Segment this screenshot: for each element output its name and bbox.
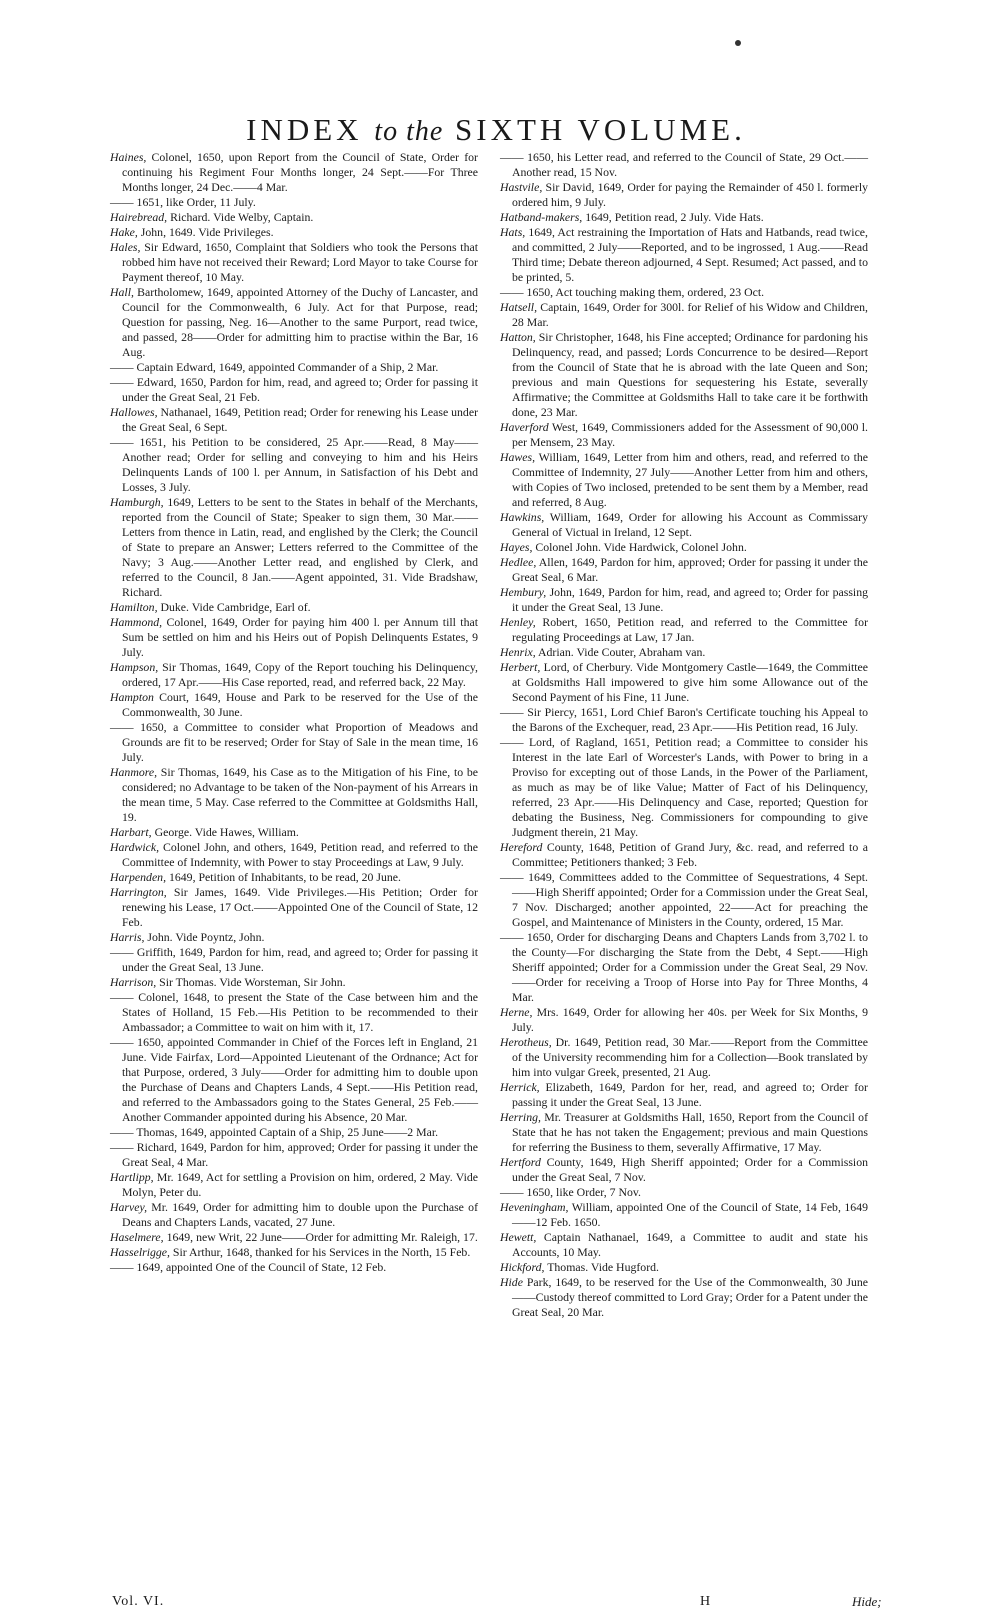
title-to-the: to the [374, 116, 444, 147]
index-entry [500, 615, 868, 645]
index-entry [110, 210, 478, 225]
entry-heading: Hatton, [500, 330, 536, 344]
entry-text: —— Lord, of Ragland, 1651, Petition read; a Committee to consider his Interest in the late Earl of Worcester's Lands, with Power to bring in a Proviso for excepting out of those Lands, in the Power of the Parliament, as much as may be of like Value; Matter of Fact of his Delinquency, referred, 23 Apr.——His Delinquency and Case, reported; Question for debating the Business, Neg. Commissioners for compounding to give Judgment therein, 21 May. [500, 735, 868, 839]
entry-text: George. Vide Hawes, William. [151, 825, 299, 839]
index-entry [110, 825, 478, 840]
entry-text: —— 1650, a Committee to consider what Proportion of Meadows and Grounds are fit to be reserved; Order for Stay of Sale in the mean time, 16 July. [110, 720, 478, 764]
entry-heading: Herne, [500, 1005, 533, 1019]
entry-text: —— 1650, Order for discharging Deans and Chapters Lands from 3,702 l. to the County—For discharging the State from the Debt, 4 Sept.——High Sheriff appointed; Order for a Commission under the Great Seal, 29 Nov.——Order for receiving a Troop of Horse into Pay for Three Months, 4 Mar. [500, 930, 868, 1004]
index-entry [110, 660, 478, 690]
index-entry [110, 975, 478, 990]
entry-text: Captain Nathanael, 1649, a Committee to audit and state his Accounts, 10 May. [512, 1230, 868, 1259]
entry-heading: Hasselrigge, [110, 1245, 170, 1259]
entry-text: 1649, Letters to be sent to the States in behalf of the Merchants, reported from the Council of State; Speaker to sign them, 30 Mar.——Letters from thence in Latin, read, and englished by the Clerk; the Council of State to prepare an Answer; Letters referred to the Committee of the Navy; 3 Aug.——Another Letter read, and englished by Clerk, and referred to the Council, 8 Jan.——Agent appointed, 31. Vide Bradshaw, Richard. [122, 495, 478, 599]
entry-text: Nathanael, 1649, Petition read; Order for renewing his Lease under the Great Seal, 6 Sept. [122, 405, 478, 434]
entry-heading: Hartlipp, [110, 1170, 154, 1184]
index-entry [500, 180, 868, 210]
entry-text: Park, 1649, to be reserved for the Use of the Commonwealth, 30 June——Custody thereof committed to Lord Gray; Order for a Patent under the Great Seal, 20 Mar. [512, 1275, 868, 1319]
index-entry [110, 930, 478, 945]
index-entry [110, 1125, 478, 1140]
index-entry [500, 1260, 868, 1275]
entry-text: Bartholomew, 1649, appointed Attorney of the Duchy of Lancaster, and Council for the Commonwealth, 6 July. Act for that Purpose, read; Question for passing, Neg. 16—Another to the same Purport, read twice, and passed, 28——Order for admitting him to practise within the Bar, 16 Aug. [122, 285, 478, 359]
entry-text: County, 1648, Petition of Grand Jury, &c. read, and referred to a Committee; Petitioners thanked; 3 Feb. [512, 840, 868, 869]
entry-text: Mrs. 1649, Order for allowing her 40s. per Week for Six Months, 9 July. [512, 1005, 868, 1034]
entry-heading: Hammond, [110, 615, 163, 629]
entry-text: Sir James, 1649. Vide Privileges.—His Petition; Order for renewing his Lease, 17 Oct.——Appointed One of the Council of State, 12 Feb. [122, 885, 478, 929]
entry-heading: Hall, [110, 285, 134, 299]
index-entry [500, 1230, 868, 1260]
entry-heading: Herring, [500, 1110, 541, 1124]
index-entry [110, 615, 478, 660]
index-entry [110, 1035, 478, 1125]
entry-text: 1649, Petition of Inhabitants, to be read, 20 June. [166, 870, 401, 884]
entry-text: Sir Arthur, 1648, thanked for his Services in the North, 15 Feb. [169, 1245, 471, 1259]
entry-heading: Hatband-makers, [500, 210, 583, 224]
entry-heading: Hardwick, [110, 840, 160, 854]
index-entry [500, 840, 868, 870]
entry-text: Sir David, 1649, Order for paying the Remainder of 450 l. formerly ordered him, 9 July. [512, 180, 868, 209]
entry-text: —— 1650, Act touching making them, ordered, 23 Oct. [500, 285, 765, 299]
entry-heading: Harbart, [110, 825, 152, 839]
entry-heading: Hats, [500, 225, 526, 239]
index-entry [500, 1155, 868, 1185]
footer-catchword: Hide; [852, 1594, 882, 1609]
entry-heading: Harrington, [110, 885, 167, 899]
entry-heading: Harvey, [110, 1200, 148, 1214]
entry-text: Court, 1649, House and Park to be reserved for the Use of the Commonwealth, 30 June. [122, 690, 478, 719]
index-entry [500, 300, 868, 330]
index-entry [110, 1245, 478, 1260]
entry-heading: Herrick, [500, 1080, 540, 1094]
index-entry [500, 510, 868, 540]
index-entry [500, 1035, 868, 1080]
footer-signature: H [700, 1594, 711, 1609]
entry-heading: Haverford [500, 420, 549, 434]
entry-text: —— Thomas, 1649, appointed Captain of a Ship, 25 June——2 Mar. [110, 1125, 439, 1139]
index-entry [110, 195, 478, 210]
entry-text: Sir Thomas. Vide Worsteman, Sir John. [156, 975, 346, 989]
entry-text: —— 1650, appointed Commander in Chief of the Forces left in England, 21 June. Vide Fairfax, Lord—Appointed Lieutenant of the Ordnance; Act for that Purpose, ordered, 3 July——Order for admitting him to double upon the Purchase of Deans and Chapters Lands, 4 Sept.——His Petition read, and referred to the Ambassadors going to the States General, 25 Feb.——Another Commander appointed during his Absence, 20 Mar. [110, 1035, 478, 1124]
entry-heading: Hatsell, [500, 300, 538, 314]
entry-text: 1649, Act restraining the Importation of Hats and Hatbands, read twice, and committed, 2 July——Reported, and to be ingrossed, 1 Aug.——Read Third time; Debate thereon adjourned, 4 Sept. Resumed; Act passed, and to be printed, 5. [512, 225, 868, 284]
index-entry [500, 420, 868, 450]
entry-text: 1649, new Writ, 22 June——Order for admitting Mr. Raleigh, 17. [163, 1230, 478, 1244]
index-entry [500, 870, 868, 930]
entry-text: Captain, 1649, Order for 300l. for Relief of his Widow and Children, 28 Mar. [512, 300, 868, 329]
entry-heading: Harpenden, [110, 870, 167, 884]
entry-heading: Hamburgh, [110, 495, 164, 509]
entry-text: Robert, 1650, Petition read, and referred to the Committee for regulating Proceedings at Law, 17 Jan. [512, 615, 868, 644]
entry-heading: Hawkins, [500, 510, 545, 524]
index-entry [110, 240, 478, 285]
index-entry [110, 840, 478, 870]
entry-heading: Hewett, [500, 1230, 537, 1244]
index-entry [500, 450, 868, 510]
index-entry [500, 1110, 868, 1155]
entry-heading: Hide [500, 1275, 523, 1289]
entry-text: John. Vide Poyntz, John. [144, 930, 265, 944]
index-entry [110, 1140, 478, 1170]
entry-heading: Henley, [500, 615, 536, 629]
entry-heading: Hampson, [110, 660, 159, 674]
index-entry [500, 330, 868, 420]
index-entry [110, 870, 478, 885]
entry-text: —— Captain Edward, 1649, appointed Commander of a Ship, 2 Mar. [110, 360, 439, 374]
entry-text: Allen, 1649, Pardon for him, approved; Order for passing it under the Great Seal, 6 Mar. [512, 555, 868, 584]
index-entry [110, 225, 478, 240]
entry-text: County, 1649, High Sheriff appointed; Order for a Commission under the Great Seal, 7 Nov. [512, 1155, 868, 1184]
index-entry [110, 360, 478, 375]
footer-volume: Vol. VI. [112, 1594, 165, 1609]
entry-text: Mr. Treasurer at Goldsmiths Hall, 1650, Report from the Council of State that he has not taken the Engagement; previous and main Questions for referring the Business to them, severally Affirmative, 17 May. [512, 1110, 868, 1154]
entry-heading: Hampton [110, 690, 154, 704]
entry-text: John, 1649. Vide Privileges. [137, 225, 274, 239]
index-entry [110, 690, 478, 720]
index-entry [110, 765, 478, 825]
entry-text: Sir Thomas, 1649, his Case as to the Mitigation of his Fine, to be considered; no Advantage to be taken of the Non-payment of his Arrears in the mean time, 5 May. Case referred to the Committee at Goldsmiths Hall, 19. [122, 765, 478, 824]
entry-heading: Haines, [110, 150, 147, 164]
entry-text: —— Griffith, 1649, Pardon for him, read, and agreed to; Order for passing it under the Great Seal, 13 June. [110, 945, 478, 974]
index-entry [500, 150, 868, 180]
entry-heading: Hembury, [500, 585, 547, 599]
index-entry [500, 540, 868, 555]
entry-text: Mr. 1649, Act for settling a Provision on him, ordered, 2 May. Vide Molyn, Peter du. [122, 1170, 478, 1199]
entry-heading: Henrix, [500, 645, 536, 659]
entry-heading: Harrison, [110, 975, 157, 989]
entry-text: —— Sir Piercy, 1651, Lord Chief Baron's Certificate touching his Appeal to the Barons of the Exchequer, read, 23 Apr.——His Petition read, 16 July. [500, 705, 868, 734]
entry-heading: Hedlee, [500, 555, 537, 569]
entry-heading: Hales, [110, 240, 141, 254]
entry-heading: Hake, [110, 225, 138, 239]
index-entry [500, 735, 868, 840]
index-entry [500, 585, 868, 615]
entry-text: Lord, of Cherbury. Vide Montgomery Castle—1649, the Committee at Goldsmiths Hall impowered to give him some Allowance out of the Second Payment of his Fine, 11 June. [512, 660, 868, 704]
index-entry [500, 660, 868, 705]
entry-text: Sir Edward, 1650, Complaint that Soldiers who took the Persons that robbed him have not received their Reward; Lord Mayor to take Course for Payment thereof, 10 May. [122, 240, 478, 284]
index-entry [110, 990, 478, 1035]
index-entry [500, 555, 868, 585]
entry-heading: Hairebread, [110, 210, 168, 224]
entry-heading: Hereford [500, 840, 543, 854]
entry-text: —— Colonel, 1648, to present the State of the Case between him and the States of Holland, 15 Feb.—His Petition to be recommended to their Ambassador; a Committee to wait on him with it, 17. [110, 990, 478, 1034]
entry-heading: Hamilton, [110, 600, 158, 614]
entry-text: Colonel John. Vide Hardwick, Colonel John. [532, 540, 747, 554]
entry-heading: Hawes, [500, 450, 536, 464]
entry-text: —— 1649, Committees added to the Committee of Sequestrations, 4 Sept.——High Sheriff appointed; Order for a Commission under the Great Seal, 7 Nov. Discharged; another appointed, 22——Act for preaching the Gospel, and Maintenance of Ministers in the County, ordered, 15 Mar. [500, 870, 868, 929]
index-entry [110, 945, 478, 975]
entry-heading: Hallowes, [110, 405, 158, 419]
entry-text: —— 1650, like Order, 7 Nov. [500, 1185, 641, 1199]
index-entry [110, 1260, 478, 1275]
index-entry [500, 1185, 868, 1200]
ink-dot [735, 40, 741, 46]
entry-text: Colonel John, and others, 1649, Petition read, and referred to the Committee of Indemnity, with Power to stay Proceedings at Law, 9 July. [122, 840, 478, 869]
entry-heading: Heveningham, [500, 1200, 569, 1214]
entry-text: William, 1649, Letter from him and others, read, and referred to the Committee of Indemnity, 27 July——Another Letter from him and others, with Copies of Two inclosed, pretended to be sent them by a Member, read and referred, 8 Aug. [512, 450, 868, 509]
index-entry [110, 405, 478, 435]
index-entry [500, 1200, 868, 1230]
entry-text: —— 1649, appointed One of the Council of State, 12 Feb. [110, 1260, 387, 1274]
index-entry [110, 1200, 478, 1230]
title-index: INDEX [246, 112, 363, 147]
title-volume: SIXTH VOLUME. [455, 112, 746, 147]
entry-heading: Herotheus, [500, 1035, 552, 1049]
index-entry [110, 1170, 478, 1200]
entry-text: Colonel, 1650, upon Report from the Council of State, Order for continuing his Regiment Four Months longer, 24 Sept.——For Three Months longer, 24 Dec.——4 Mar. [122, 150, 478, 194]
entry-text: Elizabeth, 1649, Pardon for her, read, and agreed to; Order for passing it under the Great Seal, 13 June. [512, 1080, 868, 1109]
entry-text: Mr. 1649, Order for admitting him to double upon the Purchase of Deans and Chapters Lands, vacated, 27 June. [122, 1200, 478, 1229]
entry-text: Sir Thomas, 1649, Copy of the Report touching his Delinquency, ordered, 17 Apr.——His Case reported, read, and referred back, 22 May. [122, 660, 478, 689]
index-entry [500, 1005, 868, 1035]
entry-text: —— 1651, like Order, 11 July. [110, 195, 256, 209]
right-column [500, 150, 868, 1320]
left-column [110, 150, 478, 1275]
page-title [0, 112, 992, 150]
index-entry [110, 375, 478, 405]
entry-heading: Haselmere, [110, 1230, 164, 1244]
entry-text: Sir Christopher, 1648, his Fine accepted; Ordinance for pardoning his Delinquency, read, and passed; Lords Concurrence to be desired—Report from the Council of State that he is abroad with the late Queen and Son; previous and main Questions for sequestering his Estate, severally Affirmative; the Committee at Goldsmiths Hall to take care it be forthwith done, 23 Mar. [512, 330, 868, 419]
entry-heading: Hanmore, [110, 765, 158, 779]
entry-text: —— Richard, 1649, Pardon for him, approved; Order for passing it under the Great Seal, 4 Mar. [110, 1140, 478, 1169]
index-entry [110, 720, 478, 765]
entry-text: Duke. Vide Cambridge, Earl of. [157, 600, 311, 614]
index-entry [110, 1230, 478, 1245]
entry-text: —— Edward, 1650, Pardon for him, read, and agreed to; Order for passing it under the Great Seal, 21 Feb. [110, 375, 478, 404]
entry-text: Adrian. Vide Couter, Abraham van. [535, 645, 706, 659]
index-entry [110, 435, 478, 495]
index-entry [500, 645, 868, 660]
index-entry [110, 150, 478, 195]
index-entry [500, 210, 868, 225]
index-entry [110, 495, 478, 600]
index-entry [110, 285, 478, 360]
entry-text: West, 1649, Commissioners added for the Assessment of 90,000 l. per Mensem, 23 May. [512, 420, 868, 449]
entry-heading: Harris, [110, 930, 145, 944]
index-entry [500, 705, 868, 735]
index-entry [500, 1275, 868, 1320]
index-entry [500, 285, 868, 300]
index-entry [500, 930, 868, 1005]
entry-text: Thomas. Vide Hugford. [544, 1260, 659, 1274]
entry-heading: Herbert, [500, 660, 541, 674]
entry-heading: Hertford [500, 1155, 541, 1169]
entry-heading: Hickford, [500, 1260, 545, 1274]
entry-text: Dr. 1649, Petition read, 30 Mar.——Report from the Committee of the University recommending him for a Collection—Book translated by him into vulgar Greek, presented, 21 Aug. [512, 1035, 868, 1079]
entry-text: John, 1649, Pardon for him, read, and agreed to; Order for passing it under the Great Seal, 13 June. [512, 585, 868, 614]
entry-text: Colonel, 1649, Order for paying him 400 l. per Annum till that Sum be settled on him and his Heirs out of Popish Delinquents Estates, 9 July. [122, 615, 478, 659]
entry-text: William, 1649, Order for allowing his Account as Commissary General of Victual in Ireland, 12 Sept. [512, 510, 868, 539]
entry-text: Richard. Vide Welby, Captain. [167, 210, 314, 224]
index-entry [110, 885, 478, 930]
entry-text: William, appointed One of the Council of State, 14 Feb, 1649——12 Feb. 1650. [512, 1200, 868, 1229]
entry-text: —— 1650, his Letter read, and referred to the Council of State, 29 Oct.——Another read, 15 Nov. [500, 150, 868, 179]
index-entry [110, 600, 478, 615]
entry-text: 1649, Petition read, 2 July. Vide Hats. [582, 210, 764, 224]
index-entry [500, 1080, 868, 1110]
entry-text: —— 1651, his Petition to be considered, 25 Apr.——Read, 8 May——Another read; Order for selling and conveying to him and his Heirs Delinquents Lands of 100 l. per Annum, in Satisfaction of his Debt and Losses, 3 July. [110, 435, 478, 494]
index-entry [500, 225, 868, 285]
entry-heading: Hayes, [500, 540, 533, 554]
entry-heading: Hastvile, [500, 180, 543, 194]
